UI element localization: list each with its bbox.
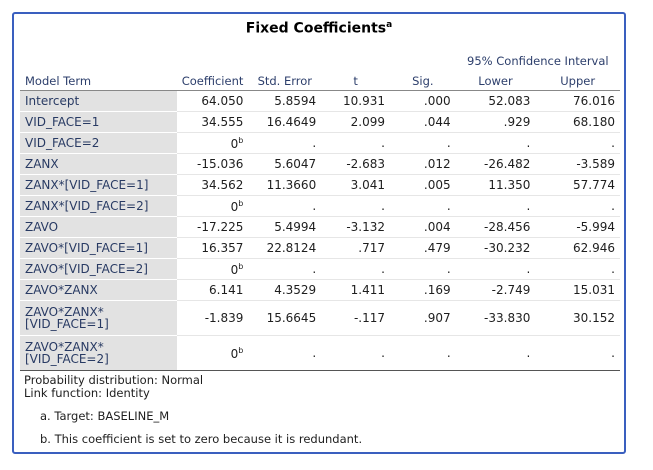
row-se: 5.8594 <box>248 91 321 112</box>
row-se: 16.4649 <box>248 112 321 133</box>
coefficient-value: 34.555 <box>201 115 244 129</box>
row-upper: 68.180 <box>535 112 620 133</box>
row-t: -.117 <box>321 301 390 336</box>
row-lower: . <box>456 196 536 217</box>
row-se: . <box>248 336 321 371</box>
row-term: VID_FACE=2 <box>20 133 177 154</box>
row-lower: 11.350 <box>456 175 536 196</box>
header-sig: Sig. <box>412 74 434 88</box>
row-upper: . <box>535 336 620 371</box>
row-lower: -26.482 <box>456 154 536 175</box>
row-coefficient <box>177 154 249 175</box>
row-coefficient <box>177 175 249 196</box>
row-upper: 62.946 <box>535 238 620 259</box>
row-t: . <box>321 259 390 280</box>
row-sig: . <box>390 259 456 280</box>
header-coefficient: Coefficient <box>181 74 244 88</box>
row-se: 4.3529 <box>248 280 321 301</box>
ci-group-header: 95% Confidence Interval <box>467 54 609 68</box>
row-lower: . <box>456 259 536 280</box>
table-row <box>20 238 620 259</box>
table-row <box>20 91 620 112</box>
row-upper: 30.152 <box>535 301 620 336</box>
row-se: 11.3660 <box>248 175 321 196</box>
row-upper: . <box>535 259 620 280</box>
row-coefficient <box>177 133 249 154</box>
footnote-a: a. Target: BASELINE_M <box>40 409 170 423</box>
coefficient-value: -1.839 <box>204 311 244 325</box>
title-text: Fixed Coefficients <box>245 20 387 37</box>
row-sig: . <box>390 336 456 371</box>
row-term: Intercept <box>20 91 177 112</box>
row-term: ZAVO*[VID_FACE=1] <box>20 238 177 259</box>
coefficient-footnote-marker: b <box>238 345 244 355</box>
row-t: . <box>321 336 390 371</box>
row-sig: .004 <box>390 217 456 238</box>
coefficient-value: 0 <box>230 262 239 277</box>
row-coefficient <box>177 259 249 280</box>
row-term: ZANX <box>20 154 177 175</box>
row-t: 10.931 <box>321 91 390 112</box>
coefficient-value: 0 <box>230 199 239 214</box>
header-t: t <box>353 74 358 88</box>
row-se: . <box>248 259 321 280</box>
row-upper: 15.031 <box>535 280 620 301</box>
coefficient-value: 0 <box>230 136 239 151</box>
row-term: ZAVO*ZANX* [VID_FACE=2] <box>20 336 177 371</box>
distribution-note: Probability distribution: Normal <box>24 373 204 387</box>
row-t: 2.099 <box>321 112 390 133</box>
coefficient-value: 16.357 <box>201 241 244 255</box>
row-term: ZAVO*[VID_FACE=2] <box>20 259 177 280</box>
row-lower: -30.232 <box>456 238 536 259</box>
row-term: ZAVO <box>20 217 177 238</box>
row-se: . <box>248 196 321 217</box>
row-t: .717 <box>321 238 390 259</box>
coefficient-value: -15.036 <box>197 157 244 171</box>
row-term: ZAVO*ZANX* [VID_FACE=1] <box>20 301 177 336</box>
row-upper: 76.016 <box>535 91 620 112</box>
row-sig: .000 <box>390 91 456 112</box>
row-lower: 52.083 <box>456 91 536 112</box>
row-sig: .005 <box>390 175 456 196</box>
coefficient-value: -17.225 <box>197 220 244 234</box>
coefficient-value: 0 <box>230 346 239 361</box>
row-coefficient <box>177 238 249 259</box>
table-row <box>20 301 620 336</box>
row-se: . <box>248 133 321 154</box>
row-sig: .907 <box>390 301 456 336</box>
header-model-term: Model Term <box>25 74 92 88</box>
coefficient-footnote-marker: b <box>238 261 244 271</box>
table-title <box>14 20 624 37</box>
row-t: -3.132 <box>321 217 390 238</box>
row-lower: . <box>456 133 536 154</box>
row-coefficient <box>177 301 249 336</box>
row-t: 3.041 <box>321 175 390 196</box>
table-row <box>20 336 620 371</box>
row-t: -2.683 <box>321 154 390 175</box>
table-row <box>20 280 620 301</box>
row-sig: .169 <box>390 280 456 301</box>
row-coefficient <box>177 91 249 112</box>
row-upper: . <box>535 196 620 217</box>
row-term: VID_FACE=1 <box>20 112 177 133</box>
row-t: . <box>321 133 390 154</box>
title-footnote-marker: a <box>386 20 393 30</box>
row-lower: .929 <box>456 112 536 133</box>
header-lower: Lower <box>478 74 513 88</box>
header-upper: Upper <box>560 74 596 88</box>
row-term: ZANX*[VID_FACE=2] <box>20 196 177 217</box>
row-upper: 57.774 <box>535 175 620 196</box>
row-t: 1.411 <box>321 280 390 301</box>
row-se: 5.4994 <box>248 217 321 238</box>
coefficient-value: 64.050 <box>201 94 244 108</box>
table-row <box>20 217 620 238</box>
row-coefficient <box>177 280 249 301</box>
row-sig: .012 <box>390 154 456 175</box>
link-function-note: Link function: Identity <box>24 386 150 400</box>
row-sig: . <box>390 196 456 217</box>
row-se: 5.6047 <box>248 154 321 175</box>
table-row <box>20 112 620 133</box>
row-coefficient <box>177 217 249 238</box>
coefficient-footnote-marker: b <box>238 135 244 145</box>
row-term: ZAVO*ZANX <box>20 280 177 301</box>
row-upper: . <box>535 133 620 154</box>
row-sig: . <box>390 133 456 154</box>
row-lower: -33.830 <box>456 301 536 336</box>
coefficients-table <box>20 48 620 371</box>
row-coefficient <box>177 196 249 217</box>
coefficient-value: 34.562 <box>201 178 244 192</box>
row-lower: -2.749 <box>456 280 536 301</box>
coefficient-value: 6.141 <box>209 283 244 297</box>
table-row <box>20 175 620 196</box>
row-term: ZANX*[VID_FACE=1] <box>20 175 177 196</box>
row-upper: -3.589 <box>535 154 620 175</box>
row-coefficient <box>177 112 249 133</box>
row-se: 22.8124 <box>248 238 321 259</box>
row-coefficient <box>177 336 249 371</box>
table-row <box>20 196 620 217</box>
footnote-b: b. This coefficient is set to zero because it is redundant. <box>40 432 363 446</box>
table-row <box>20 154 620 175</box>
table-row <box>20 259 620 280</box>
table-row <box>20 133 620 154</box>
table-footer <box>24 374 203 400</box>
row-sig: .044 <box>390 112 456 133</box>
row-lower: . <box>456 336 536 371</box>
row-lower: -28.456 <box>456 217 536 238</box>
output-table-frame <box>12 12 626 454</box>
row-upper: -5.994 <box>535 217 620 238</box>
row-t: . <box>321 196 390 217</box>
row-sig: .479 <box>390 238 456 259</box>
header-std-error: Std. Error <box>257 74 313 88</box>
row-se: 15.6645 <box>248 301 321 336</box>
coefficient-footnote-marker: b <box>238 198 244 208</box>
